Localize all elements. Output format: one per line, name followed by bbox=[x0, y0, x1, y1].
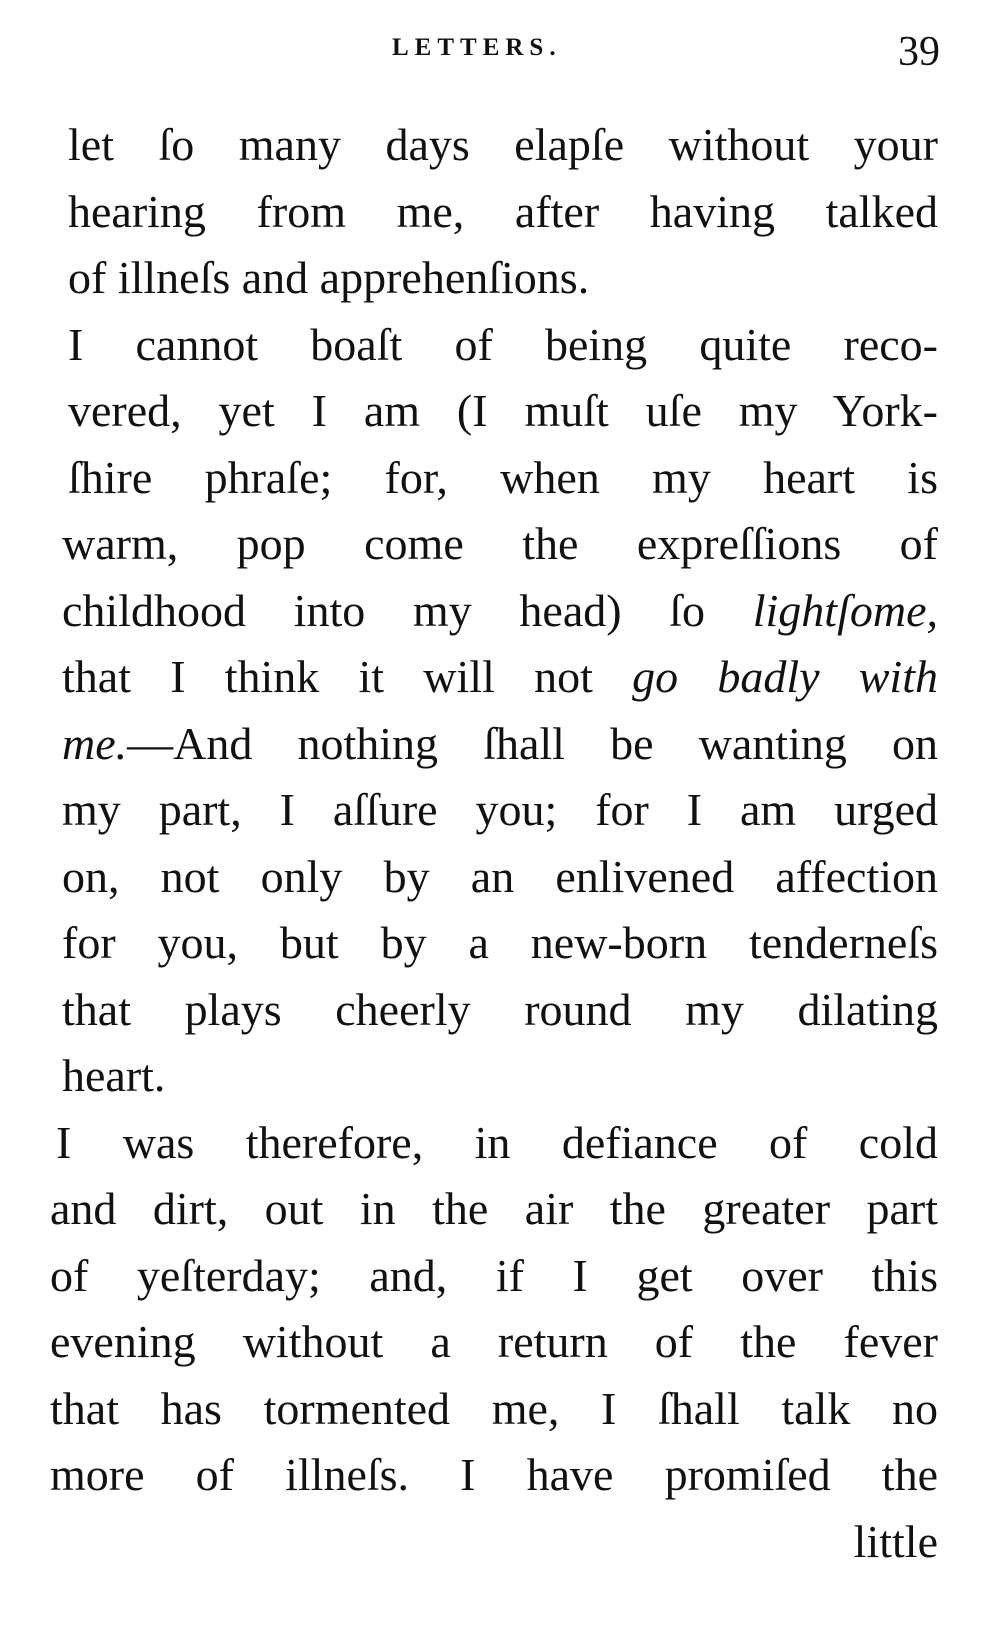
text-line: on, not only by an enlivened affection bbox=[62, 850, 938, 902]
italic-word: me. bbox=[62, 717, 128, 769]
page-header bbox=[0, 28, 1000, 88]
text-line: of illneſs and apprehenſions. bbox=[68, 252, 590, 303]
page-number: 39 bbox=[898, 29, 940, 75]
body-text bbox=[50, 112, 938, 1575]
text-line bbox=[50, 644, 938, 711]
text-line: let ſo many days elapſe without your bbox=[68, 119, 938, 170]
text-line: evening without a return of the fever bbox=[50, 1316, 938, 1367]
text-line: hearing from me, after having talked bbox=[68, 185, 938, 237]
text-segment: that I think it will not bbox=[62, 651, 633, 702]
text-line: my part, I aſſure you; for I am urged bbox=[62, 784, 938, 835]
text-line: of yeſterday; and, if I get over this bbox=[50, 1249, 938, 1301]
italic-word: lightſome, bbox=[752, 584, 938, 636]
text-segment: childhood into my head) ſo bbox=[62, 584, 753, 636]
text-line: I was therefore, in defiance of cold bbox=[56, 1116, 938, 1168]
text-line bbox=[50, 578, 938, 645]
text-line: warm, pop come the expreſſions of bbox=[62, 518, 938, 569]
catchword: little bbox=[853, 1515, 938, 1567]
text-line: and dirt, out in the air the greater part bbox=[50, 1183, 938, 1234]
text-segment: —And nothing ſhall be wanting on bbox=[127, 717, 938, 769]
text-line: ſhire phraſe; for, when my heart is bbox=[68, 451, 938, 503]
text-line: heart. bbox=[62, 1050, 166, 1101]
text-line: I cannot boaſt of being quite reco- bbox=[68, 318, 938, 370]
text-line bbox=[50, 711, 938, 778]
running-head: LETTERS. bbox=[392, 34, 562, 61]
text-line: vered, yet I am (I muſt uſe my York- bbox=[68, 385, 938, 436]
italic-phrase: go badly with bbox=[632, 651, 938, 702]
text-line: that has tormented me, I ſhall talk no bbox=[50, 1382, 938, 1434]
text-line: for you, but by a new-born tenderneſs bbox=[62, 917, 938, 968]
text-line: more of illneſs. I have promiſed the bbox=[50, 1449, 938, 1500]
text-line: that plays cheerly round my dilating bbox=[62, 983, 938, 1035]
